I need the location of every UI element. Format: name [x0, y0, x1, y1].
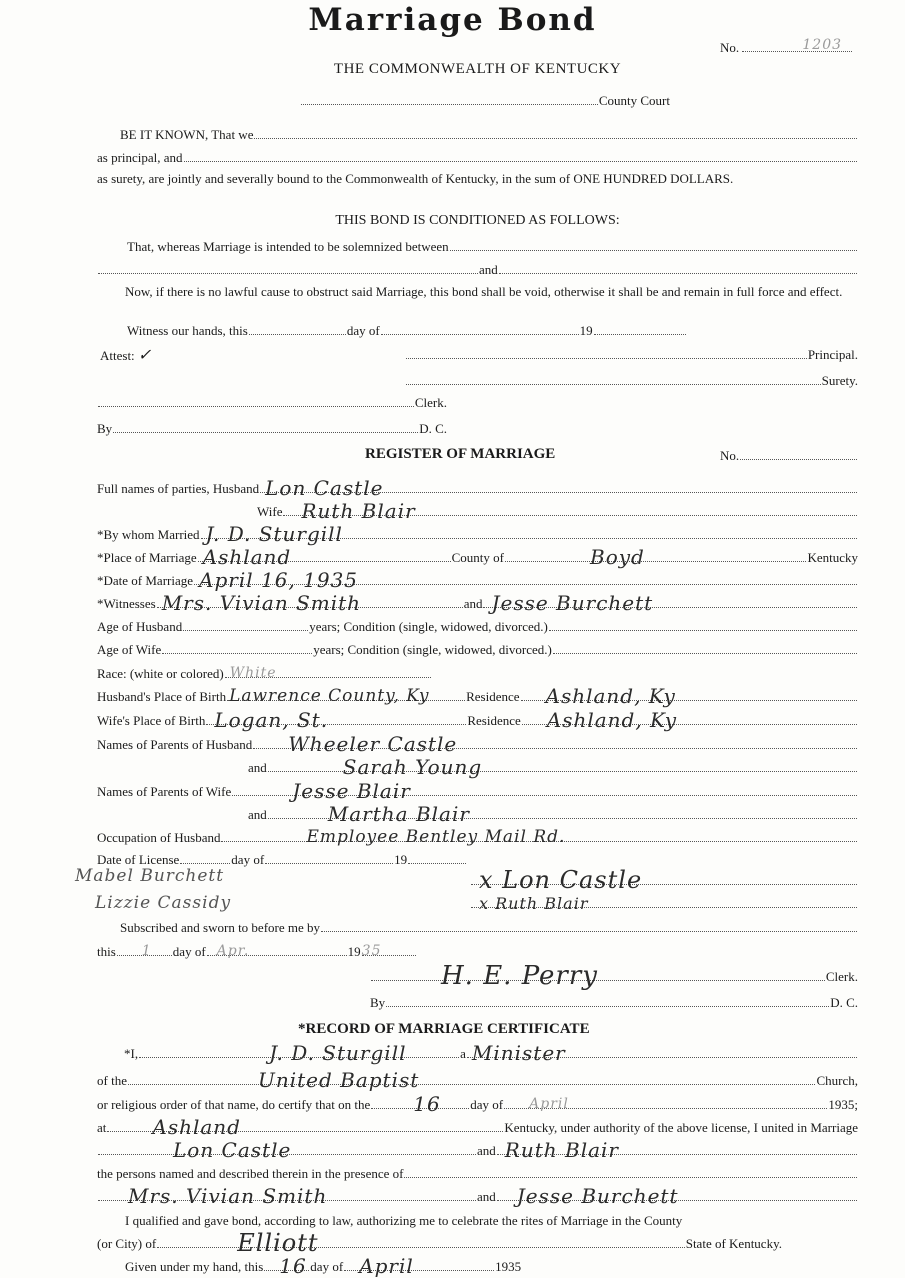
years-condition-label: years; Condition (single, widowed, divorced.): [309, 619, 548, 634]
surety-paragraph: as surety, are jointly and severally bound to the Commonwealth of Kentucky, in the sum of ONE HUNDRED DOLLARS.: [97, 171, 734, 186]
sworn-year-value: 35: [361, 943, 382, 959]
and-label: and: [479, 262, 498, 277]
father-wife-value: Jesse Blair: [292, 779, 411, 803]
officiant-field[interactable]: [139, 1041, 459, 1065]
and-label: and: [248, 807, 267, 822]
clerk-label: Clerk.: [825, 969, 858, 984]
month-field[interactable]: [504, 1096, 827, 1112]
check-mark-icon: ✓: [137, 347, 152, 364]
day-of-label: day of: [470, 1097, 504, 1112]
husband-signature: x Lon Castle: [479, 866, 643, 894]
cert-witness1-field[interactable]: [98, 1184, 476, 1208]
parents-wife-line: [97, 779, 858, 803]
bond-clerk-line: [97, 393, 447, 410]
county-value: Boyd: [590, 545, 645, 569]
cert-witness2-field[interactable]: [497, 1184, 857, 1208]
certificate-heading: *RECORD OF MARRIAGE CERTIFICATE: [298, 1021, 590, 1037]
by-whom-line: [97, 522, 858, 546]
that-whereas-label: That, whereas Marriage is intended to be solemnized between: [127, 239, 449, 254]
husband-signature-line: [470, 866, 858, 894]
place-line: [97, 1115, 858, 1139]
mother-husband-line: [97, 755, 858, 779]
mother-husband-field[interactable]: [268, 755, 857, 779]
date-label: *Date of Marriage: [97, 573, 194, 588]
occupation-line: [97, 828, 858, 845]
title-field[interactable]: [467, 1041, 857, 1065]
father-husband-field[interactable]: [253, 732, 857, 756]
register-no-label: No.: [720, 448, 740, 463]
husband-residence-field[interactable]: [521, 684, 858, 708]
groom-field[interactable]: [98, 1138, 476, 1162]
side-witness-1: Mabel Burchett: [75, 866, 225, 886]
wife-residence-field[interactable]: [522, 708, 857, 732]
sworn-year-field[interactable]: [361, 943, 416, 959]
witness1-field[interactable]: [157, 591, 463, 615]
register-dc-line: [370, 993, 858, 1010]
place-line: [97, 545, 858, 569]
principal-label: Principal.: [807, 347, 858, 362]
condition-wife-field[interactable]: [553, 652, 857, 654]
witness-label: Witness our hands, this: [127, 323, 248, 338]
husband-birth-value: Lawrence County, Ky: [229, 686, 430, 706]
surety-sign-line: [405, 371, 858, 388]
and-label: and: [477, 1189, 496, 1204]
church-name-value: United Baptist: [257, 1068, 420, 1092]
clerk-signature: H. E. Perry: [441, 961, 598, 991]
husband-line: [97, 476, 858, 500]
kentucky-label: Kentucky: [807, 550, 858, 565]
groom-value: Lon Castle: [173, 1138, 292, 1162]
day-of-label: day of: [346, 323, 380, 338]
or-city-line: [97, 1229, 782, 1257]
document-title: Marriage Bond: [308, 2, 597, 38]
party2-field[interactable]: [98, 272, 478, 274]
year-prefix: 19: [347, 944, 361, 959]
place-label: *Place of Marriage: [97, 550, 197, 565]
and-label: and: [463, 596, 483, 611]
as-principal-label: as principal, and: [97, 150, 183, 165]
age-husband-line: [97, 617, 858, 634]
given-month-value: April: [359, 1254, 414, 1278]
cert-witness1-value: Mrs. Vivian Smith: [128, 1184, 328, 1208]
date-field[interactable]: [194, 568, 857, 592]
wife-name: Ruth Blair: [301, 499, 416, 523]
subscribed-label: Subscribed and sworn to before me by: [120, 920, 321, 935]
certify-line: [97, 1092, 858, 1116]
principal-sign-line: [405, 345, 858, 362]
bond-number-value: 1203: [802, 37, 843, 53]
register-dc-field[interactable]: [386, 1005, 829, 1007]
wife-signature-line: [470, 894, 858, 911]
mother-wife-field[interactable]: [268, 802, 857, 826]
wife-field[interactable]: [283, 499, 857, 523]
year-prefix: 19: [495, 1259, 509, 1274]
a-label: a: [460, 1046, 466, 1061]
clerk-label: Clerk.: [414, 395, 447, 410]
attest-label: Attest:: [100, 348, 135, 363]
bond-dc-line: [97, 419, 447, 436]
place-value: Ashland: [152, 1115, 241, 1139]
bond-clerk-field[interactable]: [98, 405, 414, 407]
witness-line: [97, 321, 687, 338]
officiant-name: J. D. Sturgill: [205, 522, 343, 546]
register-number: [720, 446, 858, 463]
race-label: Race: (white or colored): [97, 666, 224, 681]
husband-birth-field[interactable]: [227, 686, 465, 706]
wife-signature: x Ruth Blair: [479, 894, 589, 913]
witness2-value: Jesse Burchett: [491, 591, 654, 615]
bride-field[interactable]: [497, 1138, 857, 1162]
date-value: April 16, 1935: [199, 568, 359, 592]
parents-husband-label: Names of Parents of Husband: [97, 737, 253, 752]
race-field[interactable]: [225, 665, 431, 681]
husband-birth-line: [97, 684, 858, 708]
parents-husband-line: [97, 732, 858, 756]
and-label: and: [477, 1143, 496, 1158]
couple-line: [97, 1138, 858, 1162]
husband-label: Full names of parties, Husband: [97, 481, 260, 496]
husband-field[interactable]: [260, 476, 857, 500]
attest: [100, 345, 151, 365]
husband-residence-value: Ashland, Ky: [545, 684, 676, 708]
surety-label: Surety.: [821, 373, 858, 388]
surety-names-field[interactable]: [184, 160, 857, 162]
parents-wife-label: Names of Parents of Wife: [97, 784, 232, 799]
day-of-label: day of: [231, 852, 265, 867]
wife-birth-label: Wife's Place of Birth: [97, 713, 206, 728]
wife-signature-field[interactable]: [471, 894, 857, 913]
at-label: at: [97, 1120, 107, 1135]
wife-residence-value: Ashland, Ky: [546, 708, 678, 732]
witness-day-field[interactable]: [249, 333, 346, 335]
day-field[interactable]: [371, 1092, 469, 1116]
wife-birth-value: Logan, St.: [214, 708, 329, 732]
year-value: 35;: [841, 1097, 858, 1112]
father-wife-field[interactable]: [232, 779, 857, 803]
and-line: [97, 260, 858, 277]
county-field[interactable]: [505, 545, 806, 569]
age-wife-label: Age of Wife: [97, 642, 162, 657]
subscribed-field[interactable]: [321, 930, 857, 932]
age-wife-field[interactable]: [162, 652, 312, 654]
bond-number-label: No.: [720, 40, 740, 55]
persons-label: the persons named and described therein in the presence of: [97, 1166, 404, 1181]
wife-birth-line: [97, 708, 858, 732]
month-value: April: [529, 1096, 569, 1112]
license-day-field[interactable]: [180, 862, 230, 864]
date-line: [97, 568, 858, 592]
or-city-label: (or City) of: [97, 1236, 157, 1251]
mother-wife-line: [97, 802, 858, 826]
license-month-field[interactable]: [265, 862, 393, 864]
officiant-line: [97, 1041, 858, 1065]
register-clerk-field[interactable]: [371, 961, 825, 991]
residence-label: Residence: [467, 713, 521, 728]
license-line: [97, 850, 467, 867]
husband-name: Lon Castle: [265, 476, 384, 500]
i-label: *I,: [124, 1046, 139, 1061]
principal-names-field[interactable]: [254, 137, 857, 139]
county-court-field[interactable]: [301, 103, 598, 105]
race-value: White: [229, 665, 277, 681]
by-whom-label: *By whom Married: [97, 527, 200, 542]
witness1-value: Mrs. Vivian Smith: [161, 591, 362, 615]
age-husband-label: Age of Husband: [97, 619, 183, 634]
day-of-label: day of: [172, 944, 206, 959]
witness-month-field[interactable]: [381, 333, 579, 335]
of-the-label: of the: [97, 1073, 127, 1088]
by-whom-field[interactable]: [201, 522, 857, 546]
subscribed-line: [97, 918, 858, 935]
condition-husband-field[interactable]: [549, 629, 857, 631]
residence-label: Residence: [466, 689, 520, 704]
party3-field[interactable]: [499, 272, 857, 274]
this-label: this: [97, 944, 116, 959]
county-court-label: County Court: [598, 93, 670, 108]
bride-value: Ruth Blair: [504, 1138, 619, 1162]
husband-birth-label: Husband's Place of Birth: [97, 689, 227, 704]
wife-birth-field[interactable]: [206, 708, 466, 732]
given-day-value: 16: [279, 1254, 307, 1278]
principal-line: [97, 148, 858, 165]
day-of-label: day of: [310, 1259, 344, 1274]
county-value: Elliott: [237, 1229, 319, 1257]
cert-witness2-value: Jesse Burchett: [516, 1184, 679, 1208]
by-label: By: [370, 995, 386, 1010]
mother-husband-value: Sarah Young: [342, 755, 483, 779]
county-label: County of: [451, 550, 504, 565]
day-value: 16: [413, 1092, 441, 1116]
sworn-month-value: Apr.: [216, 943, 250, 959]
place-field[interactable]: [198, 545, 451, 569]
register-no-field[interactable]: [740, 458, 857, 460]
place-value: Ashland: [202, 545, 292, 569]
be-it-known-label: BE IT KNOWN, That we: [120, 127, 254, 142]
qualified-text: I qualified and gave bond, according to law, authorizing me to celebrate the rites of Marriage in the County: [125, 1213, 683, 1228]
witness-year-field[interactable]: [594, 333, 686, 335]
church-label: Church,: [816, 1073, 858, 1088]
sworn-day-value: 1: [141, 943, 152, 959]
persons-line: [97, 1164, 858, 1181]
side-witness-2: Lizzie Cassidy: [95, 893, 232, 913]
witnesses-label: *Witnesses: [97, 596, 156, 611]
license-year-field[interactable]: [408, 862, 466, 864]
age-wife-line: [97, 640, 858, 657]
father-husband-value: Wheeler Castle: [288, 732, 458, 756]
party1-field[interactable]: [450, 249, 857, 251]
now-paragraph: Now, if there is no lawful cause to obstruct said Marriage, this bond shall be void, otherwise it shall be and remain in full force and effect.: [125, 284, 843, 299]
state-label: State of Kentucky.: [685, 1236, 782, 1251]
year-prefix: 19: [579, 323, 593, 338]
license-label: Date of License: [97, 852, 180, 867]
be-it-known-line: [97, 125, 858, 142]
under-authority-label: Kentucky, under authority of the above license, I united in Marriage: [504, 1120, 858, 1135]
by-label: By: [97, 421, 113, 436]
wife-line: [97, 499, 858, 523]
register-clerk-line: [370, 961, 858, 991]
register-heading: REGISTER OF MARRIAGE: [365, 446, 556, 462]
county-court-line: [300, 91, 670, 108]
presence-field[interactable]: [404, 1176, 857, 1178]
and-label: and: [248, 760, 267, 775]
cert-witnesses-line: [97, 1184, 858, 1208]
occupation-label: Occupation of Husband: [97, 830, 221, 845]
officiant-value: J. D. Sturgill: [269, 1041, 407, 1065]
place-field[interactable]: [107, 1115, 503, 1139]
husband-signature-field[interactable]: [471, 866, 857, 894]
church-line: [97, 1068, 858, 1092]
sworn-month-field[interactable]: [207, 943, 347, 959]
religious-label: or religious order of that name, do certify that on the: [97, 1097, 371, 1112]
witness2-field[interactable]: [483, 591, 857, 615]
bond-dc-field[interactable]: [113, 431, 418, 433]
conditioned-heading: THIS BOND IS CONDITIONED AS FOLLOWS:: [335, 213, 620, 228]
age-husband-field[interactable]: [183, 629, 308, 631]
years-condition-label: years; Condition (single, widowed, divorced.): [313, 642, 552, 657]
race-line: [97, 664, 432, 681]
occupation-field[interactable]: [221, 827, 857, 847]
surety-signature-field[interactable]: [406, 383, 821, 385]
dc-label: D. C.: [419, 421, 447, 436]
principal-signature-field[interactable]: [406, 357, 807, 359]
church-field[interactable]: [128, 1068, 816, 1092]
bond-number: [720, 37, 852, 56]
given-label: Given under my hand, this: [125, 1259, 264, 1274]
wife-label: Wife: [257, 504, 283, 519]
witnesses-line: [97, 591, 858, 615]
mother-wife-value: Martha Blair: [327, 802, 470, 826]
dc-label: D. C.: [830, 995, 858, 1010]
year-prefix: 19: [394, 852, 408, 867]
subtitle: THE COMMONWEALTH OF KENTUCKY: [333, 61, 622, 77]
sworn-date-line: [97, 942, 417, 959]
solemnized-line: [97, 237, 858, 254]
given-year-value: 35: [508, 1259, 522, 1274]
title-value: Minister: [471, 1041, 566, 1065]
sworn-day-field[interactable]: [117, 943, 172, 959]
occupation-value: Employee Bentley Mail Rd.: [306, 827, 566, 847]
county-field[interactable]: [157, 1229, 685, 1257]
year-prefix: 19: [828, 1097, 842, 1112]
given-line: [125, 1254, 665, 1278]
